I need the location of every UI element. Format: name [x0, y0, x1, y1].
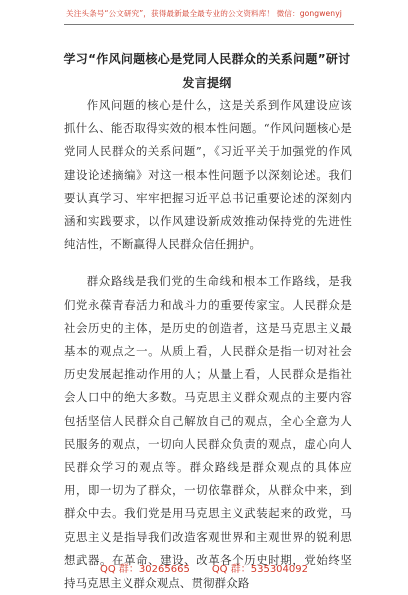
footer-qq-group-1: QQ 群：30265665 [99, 564, 190, 575]
document-body [64, 94, 352, 595]
document-title: 学习“作风问题核心是党同人民群众的关系问题”研讨发言提纲 [63, 52, 351, 90]
header-divider [64, 24, 354, 25]
footer-contact [0, 560, 408, 575]
header-banner: 关注头条号“公文研究”，获得最新最全最专业的公文资料库！ 微信：gongwenyj [66, 9, 342, 18]
paragraph-2: 群众路线是我们党的生命线和根本工作路线，是我们党永葆青春活力和战斗力的重要传家宝。人民群众是社会历史的主体，是历史的创造者，这是马克思主义最基本的观点之一。从质上看，人民群众是指一切对社会历史发展起推动作用的人；从量上看，人民群众是指社会人口中的绝大多数。马克思主义群众观点的主要内容包括坚信人民群众自己解放自己的观点，全心全意为人民服务的观点，一切向人民群众负责的观点，虚心向人民群众学习的观点等。群众路线是群众观点的具体应用，即一切为了群众，一切依靠群众，从群众中来，到群众中去。我们党是用马克思主义武装起来的政党，马克思主义是指导我们改造客观世界和主观世界的锐利思想武器。在革命、建设、改革各个历史时期，党始终坚持马克思主义群众观点、贯彻群众路 [64, 274, 352, 591]
paragraph-1: 作风问题的核心是什么，这是关系到作风建设应该抓什么、能否取得实效的根本性问题。“作风问题核心是党同人民群众的关系问题”，《习近平关于加强党的作风建设论述摘编》对这一根本性问题予以深刻论述。我们要认真学习、牢牢把握习近平总书记重要论述的深刻内涵和实践要求，以作风建设新成效推动保持党的先进性纯洁性，不断赢得人民群众信任拥护。 [64, 98, 352, 252]
footer-qq-group-2: QQ 群：535304092 [211, 564, 308, 575]
